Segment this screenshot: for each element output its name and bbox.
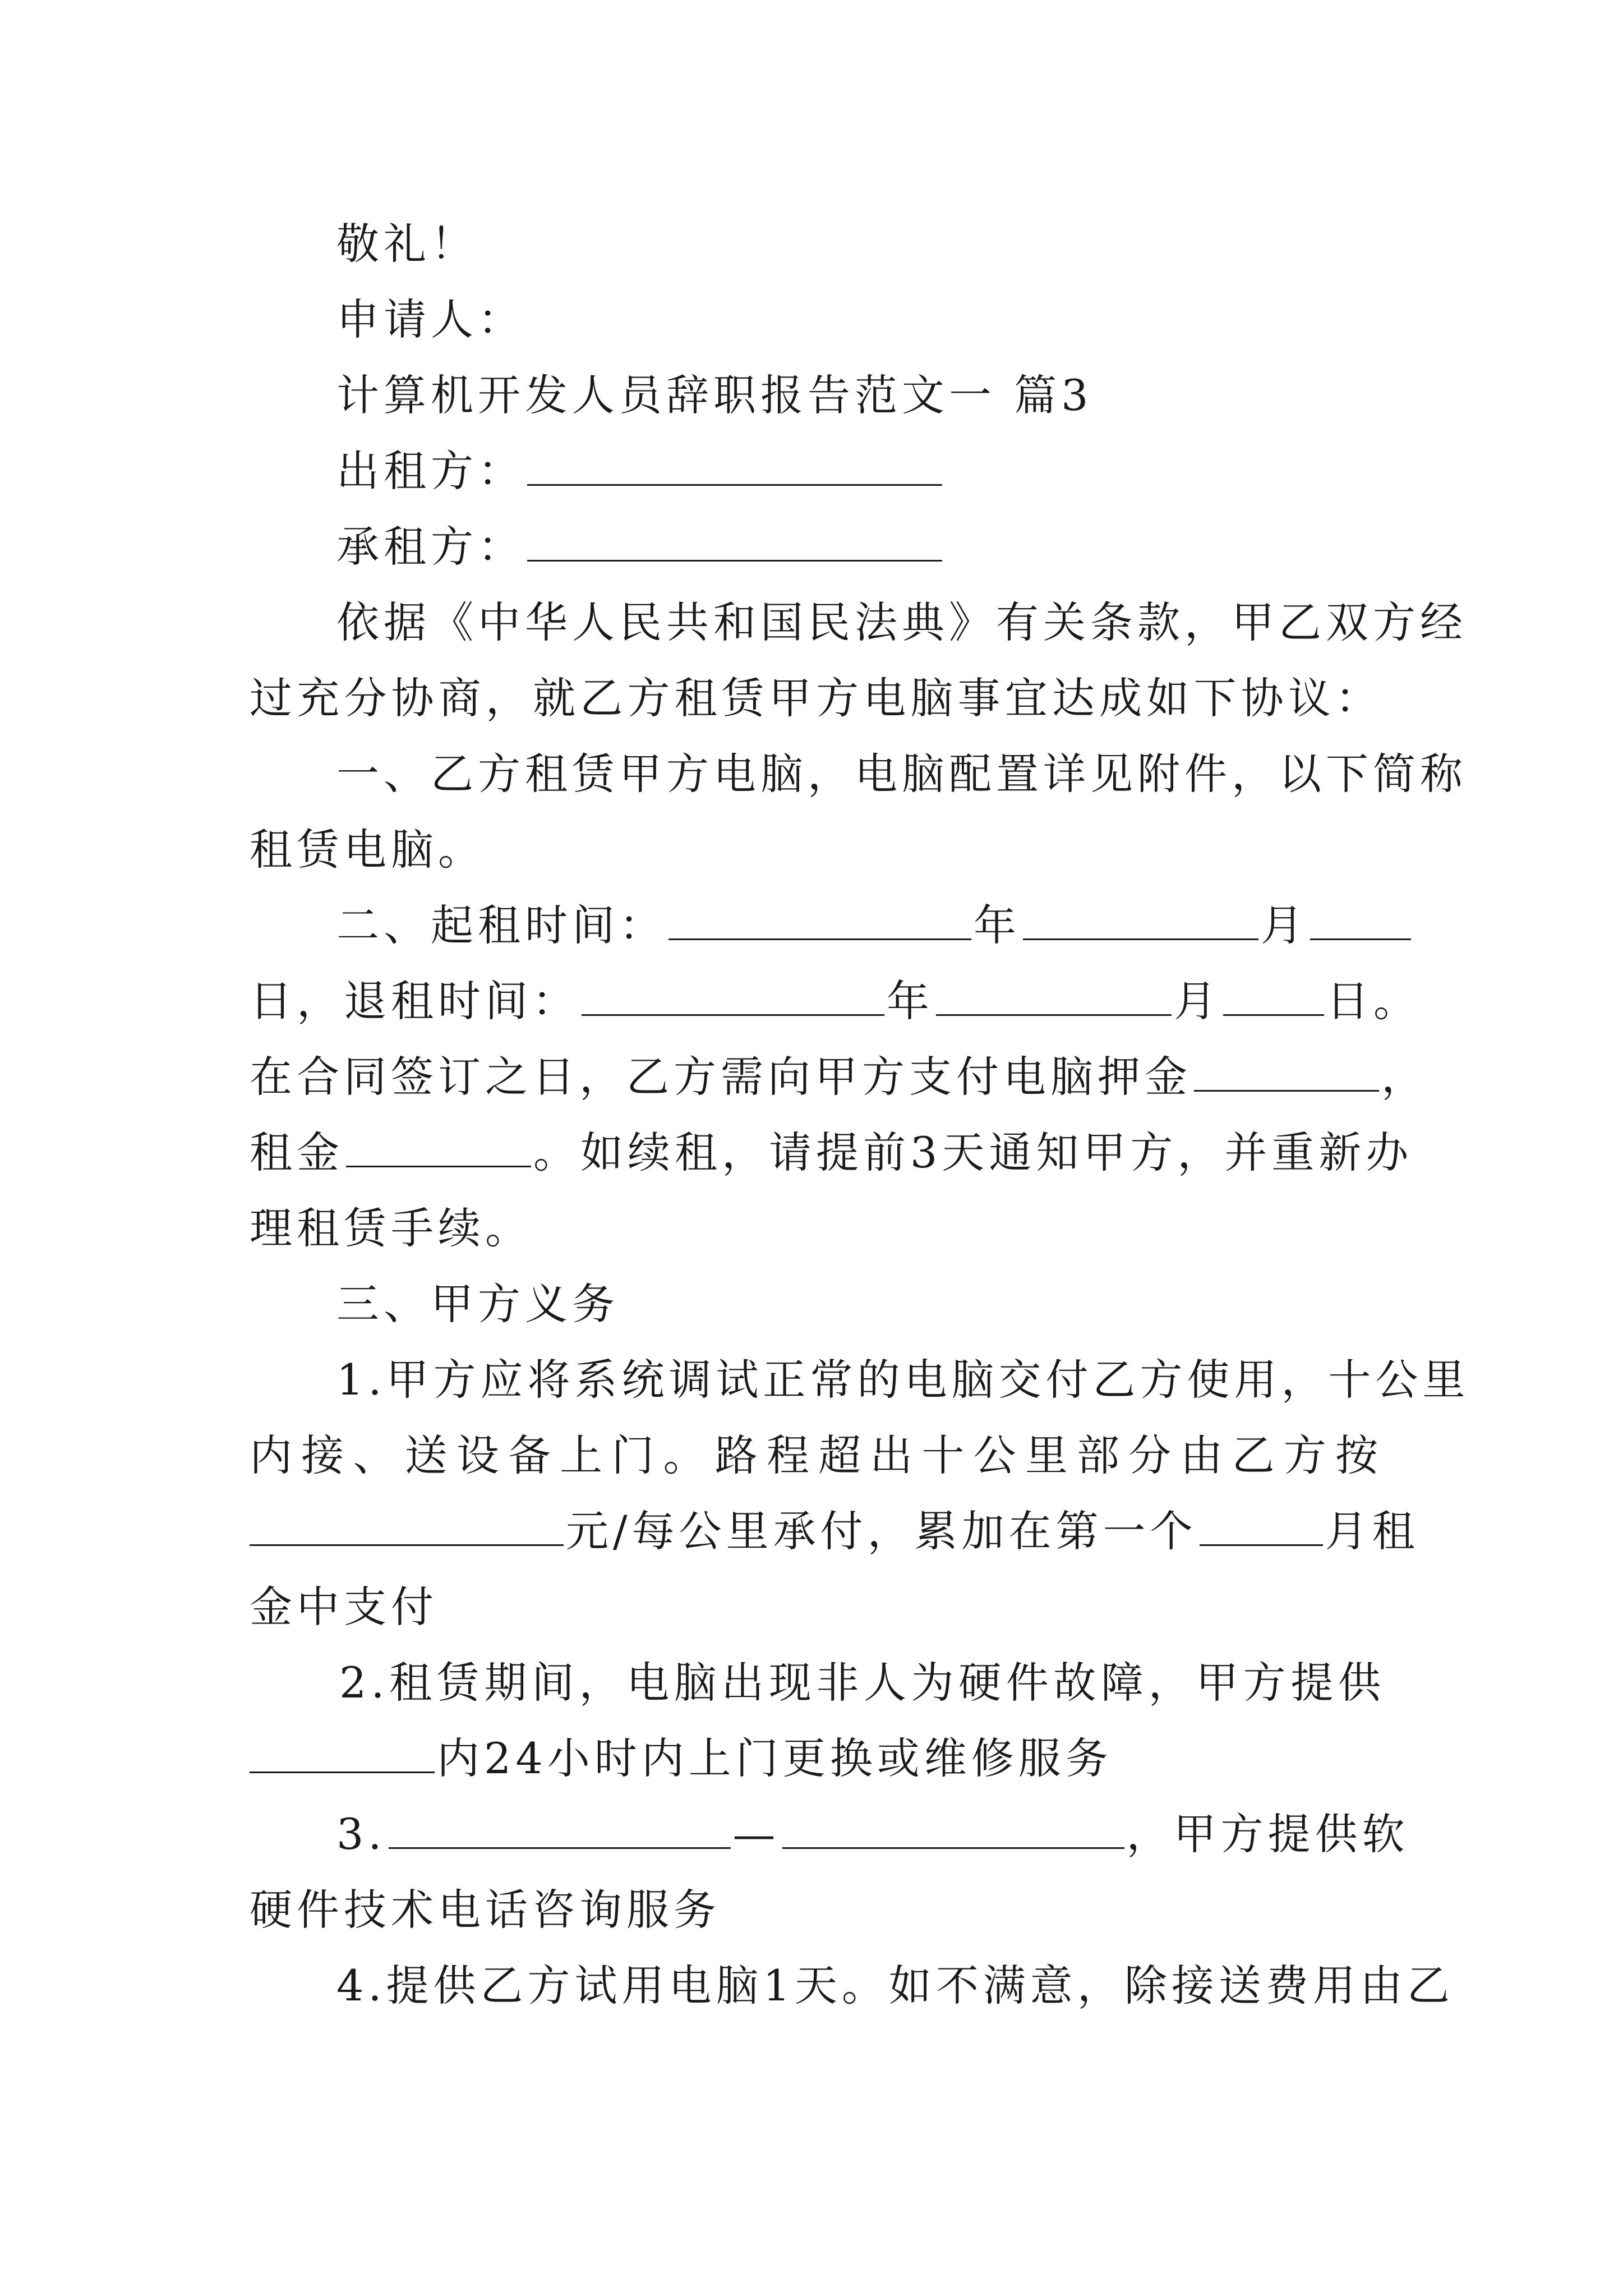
deposit-text: 在合同签订之日，乙方需向甲方支付电脑押金 — [250, 1052, 1192, 1102]
lessee-label: 承租方： — [336, 522, 525, 572]
item3-4-line-1: 4.提供乙方试用电脑1天。如不满意，除接送费用由乙 — [336, 1961, 1454, 2010]
section-heading: 计算机开发人员辞职报告范文一 篇3 — [336, 370, 1093, 420]
item2-line-4 — [250, 1125, 1413, 1181]
hours-start-blank — [389, 1808, 731, 1849]
day-label: 日。 — [1326, 976, 1421, 1026]
item3-3-line-2: 硬件技术电话咨询服务 — [250, 1885, 721, 1935]
item3-title: 三、甲方义务 — [336, 1279, 619, 1329]
deposit-blank — [1194, 1051, 1379, 1092]
lessor-line — [336, 443, 1382, 499]
hours-end-blank — [782, 1808, 1124, 1849]
item2-line-1 — [336, 898, 1382, 954]
intro-line-1: 依据《中华人民共和国民法典》有关条款，甲乙双方经 — [336, 597, 1467, 647]
salutation-line: 敬礼！ — [336, 219, 478, 269]
year-label: 年 — [887, 976, 934, 1026]
lessor-blank — [527, 445, 942, 486]
item3-3-line-1 — [336, 1806, 1409, 1862]
item-number: 3. — [336, 1809, 386, 1859]
item1-line-2: 租赁电脑。 — [250, 825, 485, 875]
lessee-blank — [527, 521, 942, 562]
first-month-blank — [1200, 1505, 1323, 1546]
year-label: 年 — [974, 900, 1021, 950]
item3-1-line-3 — [250, 1503, 1419, 1559]
month-label: 月 — [1261, 900, 1308, 950]
item2-line-3 — [250, 1049, 1428, 1105]
start-time-label: 二、起租时间： — [336, 900, 666, 950]
item2-line-2 — [250, 973, 1421, 1029]
item1-line-1: 一、乙方租赁甲方电脑，电脑配置详见附件，以下简称 — [336, 749, 1467, 799]
applicant-line: 申请人： — [336, 295, 525, 344]
month-rent-text: 月租 — [1325, 1506, 1419, 1556]
dash: — — [732, 1809, 780, 1859]
rent-blank — [346, 1126, 531, 1167]
support-text: ，甲方提供软 — [1126, 1809, 1409, 1859]
item3-1-line-2: 内接、送设备上门。路程超出十公里部分由乙方按 — [250, 1430, 1382, 1480]
month-label: 月 — [1174, 976, 1221, 1026]
lessor-label: 出租方： — [336, 446, 525, 496]
end-year-blank — [582, 975, 884, 1016]
per-km-blank — [250, 1505, 564, 1546]
item3-1-line-1: 1.甲方应将系统调试正常的电脑交付乙方使用，十公里 — [336, 1355, 1470, 1405]
lessee-line — [336, 519, 1382, 575]
intro-line-2: 过充分协商，就乙方租赁甲方电脑事宜达成如下协议： — [250, 673, 1382, 723]
end-day-blank — [1223, 975, 1324, 1016]
end-month-blank — [936, 975, 1172, 1016]
per-km-text: 元/每公里承付，累加在第一个 — [566, 1506, 1197, 1556]
item3-1-line-4: 金中支付 — [250, 1582, 438, 1632]
end-time-label: 日，退租时间： — [250, 976, 579, 1026]
item3-2-line-1: 2.租赁期间，电脑出现非人为硬件故障，甲方提供 — [339, 1658, 1385, 1708]
item2-line-5: 理租赁手续。 — [250, 1203, 532, 1253]
start-month-blank — [1023, 899, 1258, 940]
item3-2-line-2 — [250, 1731, 1382, 1787]
start-year-blank — [668, 899, 971, 940]
rent-label: 租金 — [250, 1128, 344, 1177]
start-day-blank — [1310, 899, 1411, 940]
service-area-blank — [250, 1732, 435, 1773]
service-text: 内24小时内上门更换或维修服务 — [437, 1733, 1113, 1783]
comma: ， — [1381, 1052, 1428, 1102]
renewal-text: 。如续租，请提前3天通知甲方，并重新办 — [533, 1128, 1413, 1177]
